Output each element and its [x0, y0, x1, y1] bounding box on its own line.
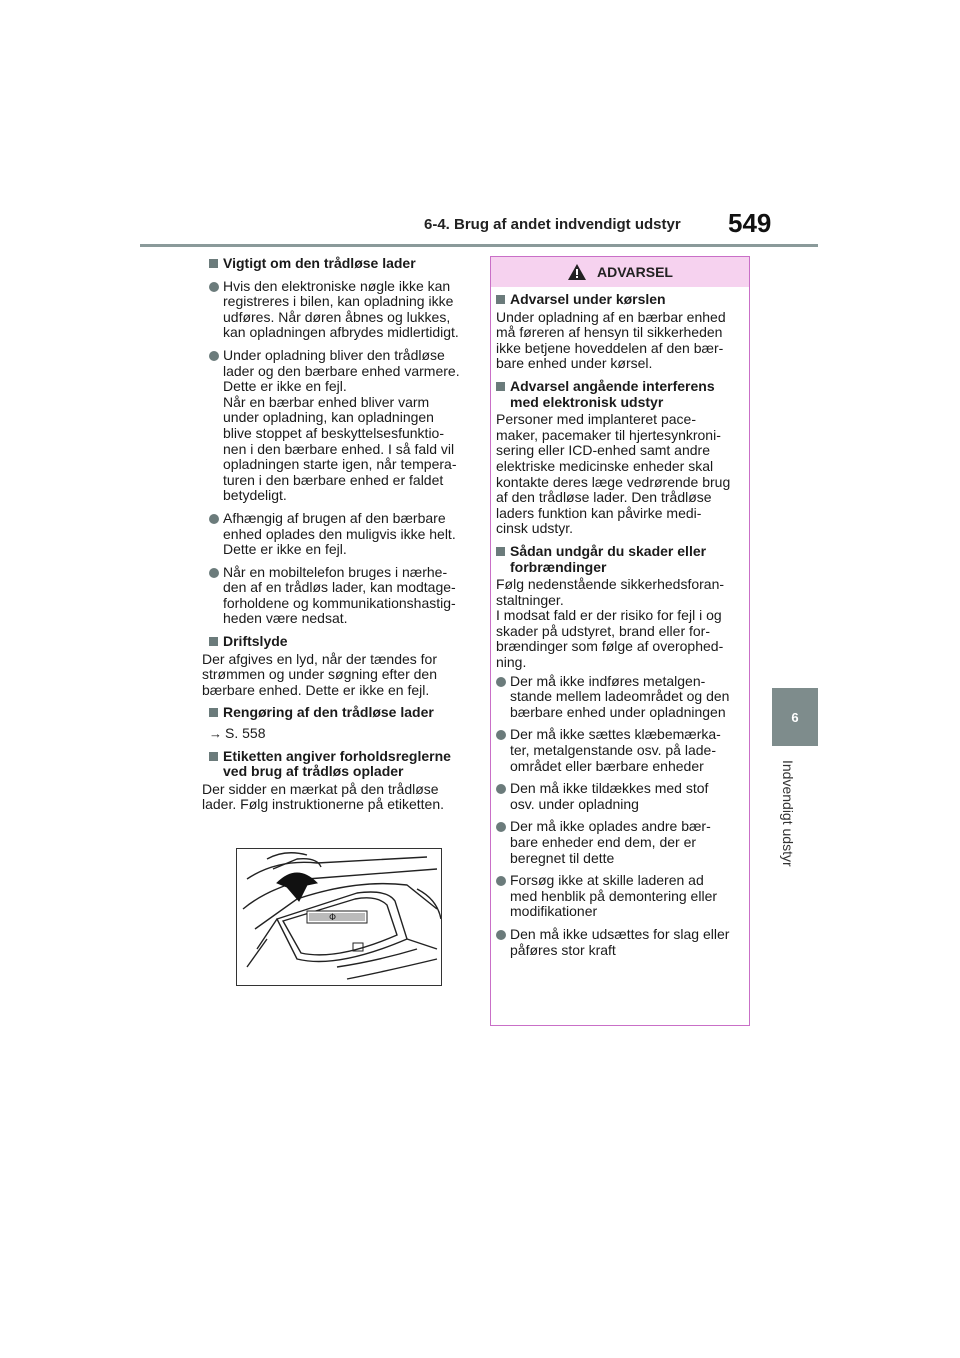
list-item: Der må ikke indføres metalgen- stande mellem ladeområdet og den bærbare enhed under opladningen: [496, 674, 748, 721]
page-number: 549: [728, 208, 772, 238]
paragraph: Under opladning af en bærbar enhed må føreren af hensyn til sikkerheden ikke betjene hoveddelen af den bær- bare enhed under kørsel.: [496, 308, 726, 372]
warning-header: [491, 257, 749, 287]
chapter-tab: 6: [772, 688, 818, 746]
square-bullet-icon: [496, 382, 505, 391]
square-bullet-icon: [496, 547, 505, 556]
header-divider: [140, 244, 818, 247]
bullet-dot-icon: [209, 351, 219, 361]
bullet-dot-icon: [496, 930, 506, 940]
bullet-dot-icon: [209, 282, 219, 292]
heading-important: Vigtigt om den trådløse lader: [209, 256, 471, 272]
paragraph: Følg nedenstående sikkerhedsforan- staltninger. I modsat fald er der risiko for fejl i og skader på udstyret, brand eller for- brændinger som følge af overophed- ning.: [496, 576, 725, 671]
square-bullet-icon: [209, 752, 218, 761]
bullet-dot-icon: [496, 730, 506, 740]
heading-interference: Advarsel angående interferens med elektronisk udstyr: [496, 379, 748, 410]
heading-operating-sounds: Driftslyde: [209, 634, 471, 650]
bullet-dot-icon: [496, 677, 506, 687]
paragraph: Personer med implanteret pace- maker, pacemaker til hjertesynkroni- sering eller ICD-enhed samt andre elektriske medicinske enheder skal kontakte deres læge vedrørende brug af den trådløse lader. Den trådløse laders funktion kan påvirke medi- cinsk udstyr.: [496, 411, 731, 537]
list-item: Under opladning bliver den trådløse lader og den bærbare enhed varmere. Dette er ikke en fejl. Når en bærbar enhed bliver varm under opladning, kan opladningen blive stoppet af beskyttelsesfunktio- nen i den bærbare enhed. I så fald vil opladningen starte igen, når tempera- turen i den bærbare enhed er faldet betydeligt.: [209, 348, 471, 504]
list-item: Forsøg ikke at skille laderen ad med henblik på demontering eller modifikationer: [496, 873, 748, 920]
warning-triangle-icon: [567, 263, 587, 281]
bullet-dot-icon: [209, 514, 219, 524]
bullet-dot-icon: [496, 876, 506, 886]
chapter-label: [780, 760, 810, 890]
left-column: [202, 255, 471, 813]
square-bullet-icon: [209, 708, 218, 717]
svg-text:Φ: Φ: [329, 913, 337, 923]
list-item: Hvis den elektroniske nøgle ikke kan registreres i bilen, kan opladning ikke udføres. Når døren åbnes og lukkes, kan opladningen afbrydes midlertidigt.: [209, 279, 471, 341]
bullet-dot-icon: [496, 822, 506, 832]
list-item: Den må ikke tildækkes med stof osv. under opladning: [496, 781, 748, 812]
list-item: Afhængig af brugen af den bærbare enhed oplades den muligvis ikke helt. Dette er ikke en fejl.: [209, 511, 471, 558]
section-title: 6-4. Brug af andet indvendigt udstyr: [424, 216, 681, 233]
list-item: Der må ikke sættes klæbemærka- ter, metalgenstande osv. på lade- området eller bærbare enheder: [496, 727, 748, 774]
chapter-label-text: Indvendigt udstyr: [780, 760, 796, 867]
square-bullet-icon: [496, 295, 505, 304]
square-bullet-icon: [209, 259, 218, 268]
list-item: Der må ikke oplades andre bær- bare enheder end dem, der er beregnet til dette: [496, 819, 748, 866]
square-bullet-icon: [209, 637, 218, 646]
list-item: Når en mobiltelefon bruges i nærhe- den af en trådløs lader, kan modtage- forholdene og kommunikationshastig- heden være nedsat.: [209, 565, 471, 627]
heading-label: Etiketten angiver forholdsreglerne ved brug af trådløs oplader: [209, 749, 471, 780]
warning-content: [496, 292, 748, 958]
bullet-dot-icon: [496, 784, 506, 794]
paragraph: Der afgives en lyd, når der tændes for strømmen og under søgning efter den bærbare enhed. Dette er ikke en fejl.: [202, 650, 438, 698]
heading-driving-warning: Advarsel under kørslen: [496, 292, 748, 308]
heading-avoid-damage: Sådan undgår du skader eller forbrændinger: [496, 544, 748, 575]
list-item: Den må ikke udsættes for slag eller påføres stor kraft: [496, 927, 748, 958]
arrow-right-icon: →: [209, 726, 222, 742]
warning-box: [490, 256, 750, 1026]
heading-cleaning: Rengøring af den trådløse lader: [209, 705, 471, 721]
page-reference[interactable]: → S. 558: [209, 725, 266, 742]
wireless-charger-illustration: [236, 848, 442, 986]
paragraph: Der sidder en mærkat på den trådløse lader. Følg instruktionerne på etiketten.: [202, 780, 445, 813]
bullet-dot-icon: [209, 568, 219, 578]
warning-title: ADVARSEL: [597, 264, 673, 280]
charger-drawing: [237, 849, 442, 986]
